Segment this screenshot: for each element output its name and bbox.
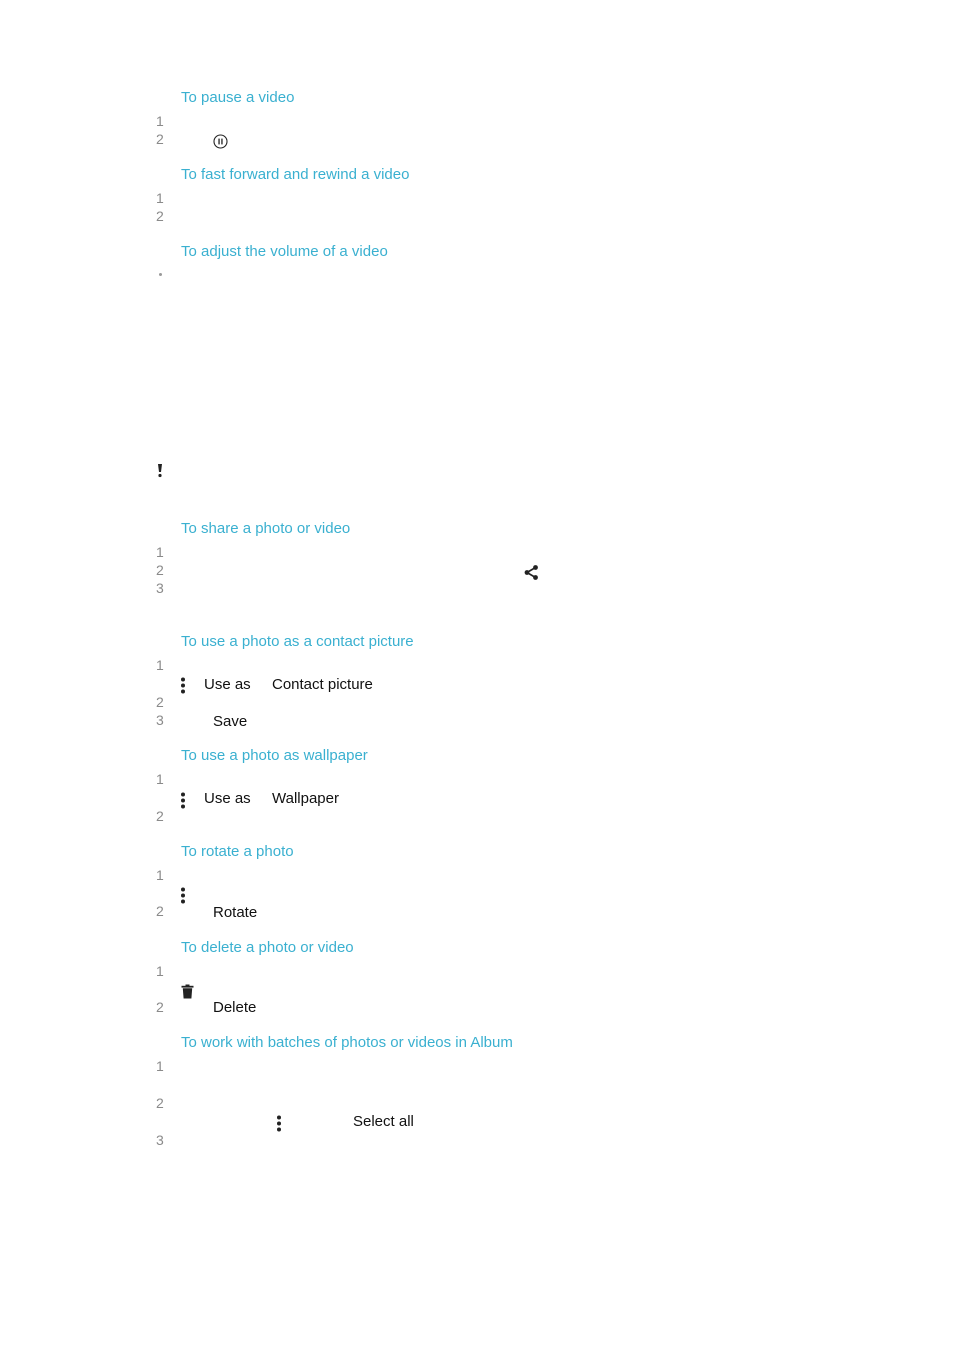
step-number: 3 bbox=[156, 1132, 164, 1148]
exclamation-icon bbox=[156, 463, 164, 478]
more-vert-icon bbox=[276, 1115, 282, 1132]
heading-contact-picture: To use a photo as a contact picture bbox=[181, 633, 414, 650]
step-number: 2 bbox=[156, 562, 164, 578]
step-number: 1 bbox=[156, 190, 164, 206]
more-vert-icon bbox=[180, 677, 186, 694]
heading-delete: To delete a photo or video bbox=[181, 939, 354, 956]
step-number: 1 bbox=[156, 771, 164, 787]
step-number: 3 bbox=[156, 580, 164, 596]
heading-rotate: To rotate a photo bbox=[181, 843, 294, 860]
contact-picture-label: Contact picture bbox=[272, 676, 373, 693]
step-number: 1 bbox=[156, 963, 164, 979]
use-as-label: Use as bbox=[204, 676, 251, 693]
step-number: 2 bbox=[156, 694, 164, 710]
heading-fast-forward-rewind: To fast forward and rewind a video bbox=[181, 166, 410, 183]
step-number: 2 bbox=[156, 131, 164, 147]
rotate-label: Rotate bbox=[213, 904, 258, 921]
heading-pause-video: To pause a video bbox=[181, 89, 295, 106]
delete-label: Delete bbox=[213, 999, 257, 1016]
step-number: 1 bbox=[156, 544, 164, 560]
heading-batches: To work with batches of photos or videos in Album bbox=[181, 1034, 513, 1051]
share-icon bbox=[523, 564, 540, 581]
step-number: 3 bbox=[156, 712, 164, 728]
heading-share: To share a photo or video bbox=[181, 520, 351, 537]
wallpaper-label: Wallpaper bbox=[272, 790, 339, 807]
select-all-label: Select all bbox=[353, 1113, 414, 1130]
save-label: Save bbox=[213, 713, 248, 730]
pause-icon bbox=[213, 134, 228, 149]
step-number: 1 bbox=[156, 867, 164, 883]
more-vert-icon bbox=[180, 792, 186, 809]
step-number: 2 bbox=[156, 903, 164, 919]
use-as-label: Use as bbox=[204, 790, 251, 807]
step-number: 1 bbox=[156, 657, 164, 673]
step-number: 1 bbox=[156, 113, 164, 129]
heading-wallpaper: To use a photo as wallpaper bbox=[181, 747, 368, 764]
step-number: 1 bbox=[156, 1058, 164, 1074]
step-number: 2 bbox=[156, 1095, 164, 1111]
more-vert-icon bbox=[180, 887, 186, 904]
step-number: 2 bbox=[156, 208, 164, 224]
bullet-point bbox=[159, 273, 162, 276]
heading-adjust-volume: To adjust the volume of a video bbox=[181, 243, 388, 260]
step-number: 2 bbox=[156, 999, 164, 1015]
trash-icon bbox=[181, 984, 194, 999]
step-number: 2 bbox=[156, 808, 164, 824]
